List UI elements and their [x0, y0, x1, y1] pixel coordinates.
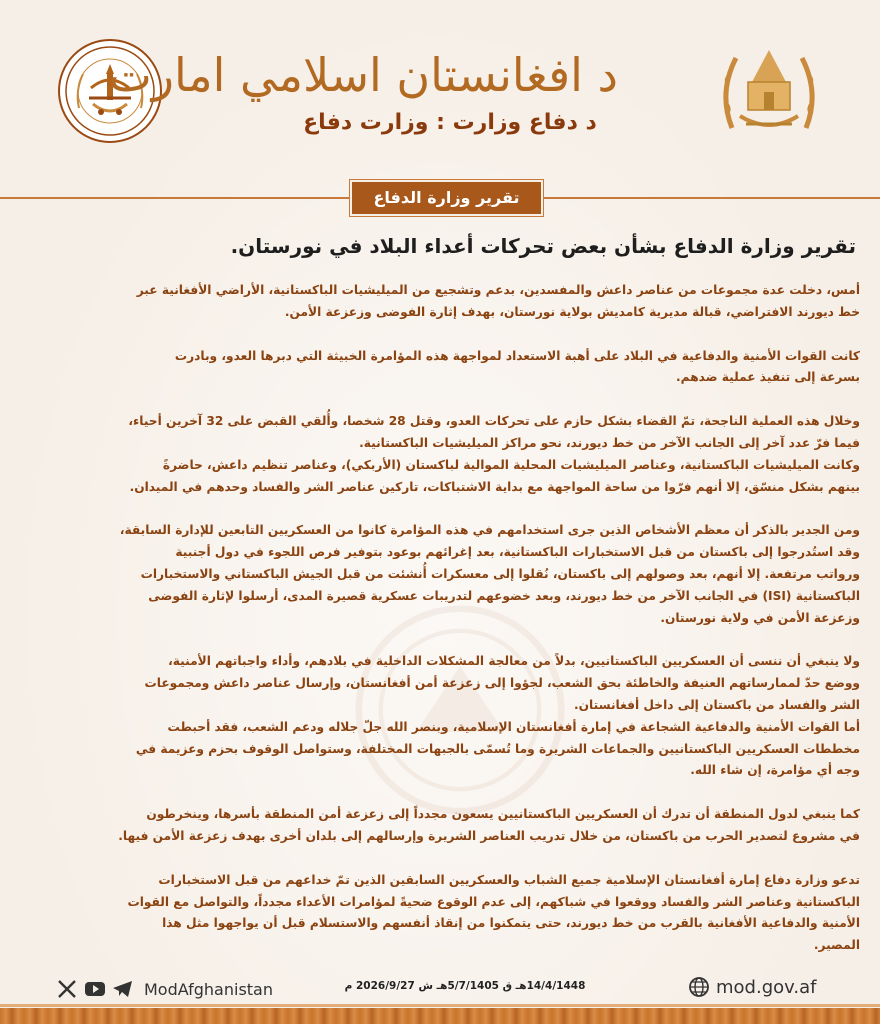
paragraph-line: وخلال هذه العملية الناجحة، تمّ القضاء بشكل حازم على تحركات العدو، وقتل 28 شخصا، وأُلقي القبض على 32 آخرين أحياء، [128, 414, 860, 429]
header-divider-left [0, 197, 352, 199]
paragraph [20, 411, 860, 455]
paragraph-line: ووضع حدّ لممارساتهم العنيفة والخاطئة بحق الشعب، لجؤوا إلى زعزعة أمن أفغانستان، وإرسال عناصر داعش ومجموعات [144, 676, 860, 691]
paragraph-line: ومن الجدير بالذكر أن معظم الأشخاص الذين جرى استخدامهم في هذه المؤامرة كانوا من العسكريين التابعين للإدارة السابقة، [119, 523, 860, 538]
paragraph [20, 280, 860, 324]
paragraph-line: أمس، دخلت عدة مجموعات من عناصر داعش والمفسدين، بدعم وتشجيع من الميليشيات الباكستانية، الأراضي الأفغانية عبر [136, 283, 860, 297]
paragraph-line: كما ينبغي لدول المنطقة أن تدرك أن العسكريين الباكستانيين يسعون مجدداً إلى زعزعة أمن المنطقة بأسرها، وينخرطون [146, 807, 860, 822]
website-link[interactable] [688, 976, 816, 998]
paragraph-line: الشر والفساد من باكستان إلى داخل أفغانستان. [574, 697, 860, 712]
youtube-icon[interactable] [84, 979, 106, 999]
letterhead [0, 0, 880, 190]
social-handle[interactable]: ModAfghanistan [144, 979, 273, 999]
header-divider-right [541, 197, 880, 199]
issue-dates: 14/4/1448هـ ق 5/7/1405هـ ش 2026/9/27 م [344, 980, 586, 992]
footer-ornament-band [0, 1008, 880, 1024]
paragraph-line: بينهم بشكل منسّق، إلا أنهم فرّوا من ساحة المواجهة مع بداية الاشتباكات، تاركين عناصر الشر والفساد وحدهم في الميدان. [129, 479, 860, 494]
report-headline: تقرير وزارة الدفاع بشأن بعض تحركات أعداء البلاد في نورستان. [230, 234, 856, 258]
paragraph [20, 455, 860, 499]
globe-icon [688, 976, 710, 998]
paragraph-line: تدعو وزارة دفاع إمارة أفغانستان الإسلامية جميع الشباب والعسكريين السابقين الذين تمّ خداعهم من قبل الاستخبارات [158, 872, 860, 887]
paragraph-line: أما القوات الأمنية والدفاعية الشجاعة في إمارة أفغانستان الإسلامية، وبنصر الله جلّ جلاله ودعم الشعب، فقد أحبطت [167, 719, 860, 734]
paragraph-line: الباكستانية (ISI) في الجانب الآخر من خط ديورند، وبعد خضوعهم لتدريبات عسكرية قصيرة المدى، أرسلوا لإثارة الفوضى [148, 588, 860, 603]
paragraph [20, 520, 860, 629]
paragraph [20, 804, 860, 848]
paragraph-line: الباكستانية وعناصر الشر والفساد ووقعوا في شباكهم، إلى عدم الوقوع ضحيةً لمؤامرات الأعداء مجدداً، والتواصل مع القوات [127, 894, 860, 909]
paragraph-line: المصير. [813, 938, 860, 953]
paragraph [20, 870, 860, 957]
paragraph [20, 651, 860, 716]
paragraph-line: وجه أي مؤامرة، إن شاء الله. [690, 763, 860, 778]
ministry-subtitle: د دفاع وزارت : وزارت دفاع [303, 110, 597, 135]
paragraph-line: ولا ينبغي أن ننسى أن العسكريين الباكستانيين، بدلاً من معالجة المشكلات الداخلية في بلادهم، وأداء واجباتهم الأمنية، [168, 654, 860, 669]
paragraph-line: ورواتب مرتفعة. إلا أنهم، بعد وصولهم إلى باكستان، نُقلوا إلى معسكرات أُنشئت من قبل الجيش الباكستاني والاستخبارات [140, 566, 860, 581]
paragraph [20, 346, 860, 390]
emirate-calligraphy-title: د افغانستان اسلامي امارت [108, 48, 618, 102]
social-links [56, 976, 273, 1002]
report-badge: تقرير وزارة الدفاع [352, 182, 541, 214]
x-icon[interactable] [56, 979, 78, 999]
paragraph-line: بسرعة إلى تنفيذ عملية ضدهم. [676, 370, 860, 385]
paragraph-line: وزعزعة الأمن في ولاية نورستان. [660, 610, 860, 625]
paragraph-line: وكانت الميليشيات الباكستانية، وعناصر الميليشيات المحلية الموالية لباكستان (الأربكي)، وعناصر تنظيم داعش، حاضرةً [162, 457, 860, 472]
paragraph-line: كانت القوات الأمنية والدفاعية في البلاد على أهبة الاستعداد لمواجهة هذه المؤامرة الخبيثة التي دبرها العدو، وبادرت [174, 348, 860, 363]
footer [0, 968, 880, 1008]
islamic-emirate-emblem-icon [712, 38, 826, 142]
paragraph-line: مخططات العسكريين الباكستانيين والجماعات الشريرة وما تُسمّى بالجبهات المختلفة، وستواصل الوقوف بحزم وعزيمة في [135, 741, 860, 756]
report-body [20, 280, 860, 979]
paragraph-line: وقد استُدرجوا إلى باكستان من قبل الاستخبارات الباكستانية، بعد إغرائهم بوعود بتوفير فرص اللجوء في دول أجنبية [175, 545, 860, 560]
telegram-icon[interactable] [112, 979, 134, 999]
paragraph-line: في مشروع لتصدير الحرب من باكستان، من خلال تدريب العناصر الشريرة وإرسالهم إلى بلدان أخرى بهدف زعزعة الأمن فيها. [118, 828, 860, 843]
paragraph [20, 717, 860, 782]
footer-band-border [0, 1004, 880, 1007]
paragraph-line: خط ديورند الافتراضي، قبالة مديرية كامديش بولاية نورستان، بهدف إثارة الفوضى وزعزعة الأمن. [284, 304, 860, 319]
website-text[interactable]: mod.gov.af [716, 976, 817, 998]
paragraph-line: الأمنية والدفاعية الأفغانية بالقرب من خط ديورند، حتى يتمكنوا من إنقاذ أنفسهم والاستسلام قبل أن يواجهوا مثل هذا [162, 916, 860, 931]
paragraph-line: فيما فرّ عدد آخر إلى الجانب الآخر من خط ديورند، نحو مراكز الميليشيات الباكستانية. [359, 435, 860, 450]
